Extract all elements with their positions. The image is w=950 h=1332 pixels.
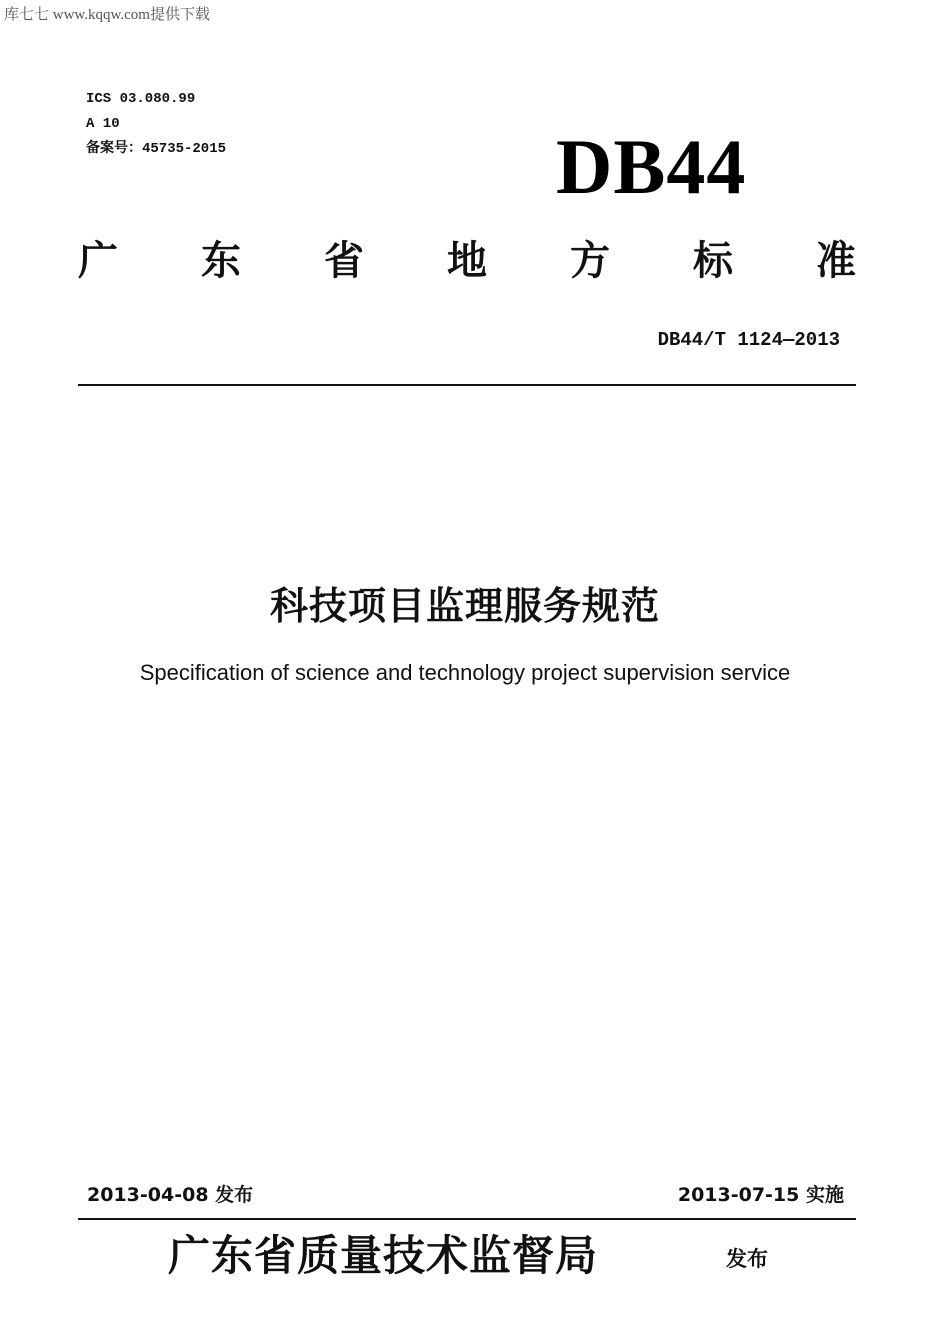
issue-date: 2013-04-08 发布 bbox=[87, 1184, 254, 1206]
standard-type-char: 广 bbox=[78, 238, 118, 284]
bottom-divider bbox=[78, 1218, 856, 1220]
standard-type-char: 地 bbox=[447, 238, 487, 284]
standard-type-char: 准 bbox=[816, 238, 856, 284]
standard-type-char: 省 bbox=[324, 238, 364, 284]
document-title-chinese: 科技项目监理服务规范 bbox=[269, 584, 660, 628]
standard-type-char: 标 bbox=[693, 238, 733, 284]
implementation-date: 2013-07-15 实施 bbox=[677, 1184, 844, 1206]
standard-number: DB44/T 1124—2013 bbox=[657, 329, 840, 351]
record-number: 备案号：45735-2015 bbox=[86, 141, 227, 157]
standard-type-char: 方 bbox=[570, 238, 610, 284]
standard-type-heading bbox=[78, 233, 856, 289]
classification-code: A 10 bbox=[86, 116, 120, 132]
issuing-suffix: 发布 bbox=[726, 1247, 768, 1271]
top-divider bbox=[78, 384, 856, 386]
issuing-authority: 广东省质量技术监督局 bbox=[168, 1231, 599, 1280]
standard-type-char: 东 bbox=[201, 238, 241, 284]
db-code-logo: DB44 bbox=[556, 123, 747, 210]
ics-code: ICS 03.080.99 bbox=[86, 91, 196, 107]
watermark-text: 库七七 www.kqqw.com提供下载 bbox=[4, 7, 210, 23]
document-title-english: Specification of science and technology project supervision service bbox=[139, 660, 791, 685]
